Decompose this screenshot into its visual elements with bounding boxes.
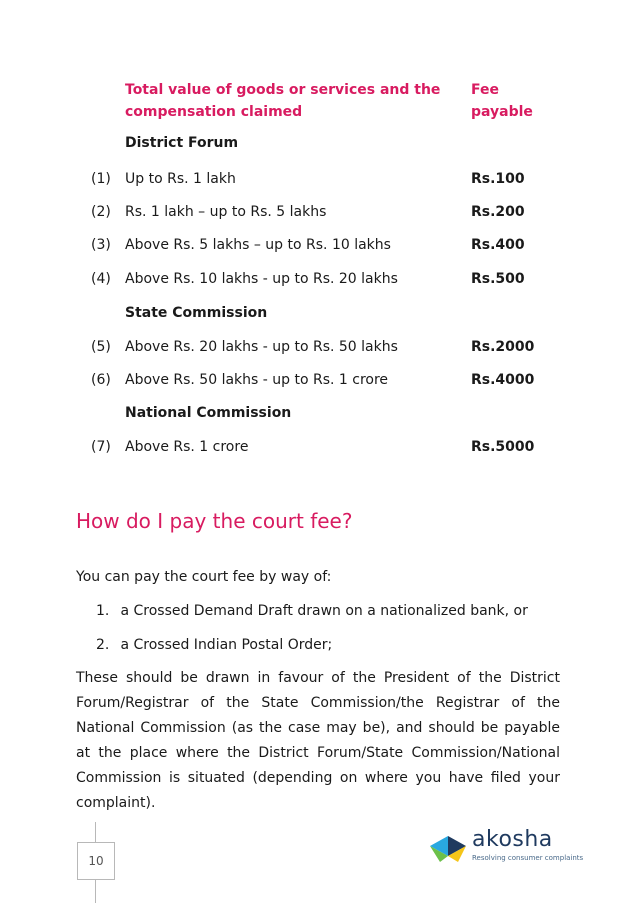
table-header-description: Total value of goods or services and the compensation claimed: [125, 82, 441, 120]
row-number: (5): [91, 339, 111, 355]
table-row: [0, 168, 638, 190]
row-fee: Rs.400: [471, 237, 525, 253]
row-description: Above Rs. 50 lakhs - up to Rs. 1 crore: [125, 372, 389, 388]
page-number: 10: [77, 842, 115, 880]
page-number-rule: [95, 879, 96, 903]
section-title-district-forum: District Forum: [125, 135, 239, 151]
list-item-number: 2.: [96, 637, 110, 653]
page-number-rule: [95, 822, 96, 842]
row-fee: Rs.2000: [471, 339, 535, 355]
table-row: [0, 201, 638, 223]
row-fee: Rs.500: [471, 271, 525, 287]
row-fee: Rs.5000: [471, 439, 535, 455]
row-description: Rs. 1 lakh – up to Rs. 5 lakhs: [125, 204, 327, 220]
list-item: [96, 634, 528, 656]
list-item-text: a Crossed Indian Postal Order;: [120, 637, 333, 653]
section-title-state-commission: State Commission: [125, 305, 268, 321]
akosha-logo-icon: [428, 830, 470, 866]
row-number: (3): [91, 237, 111, 253]
table-row: [0, 234, 638, 256]
row-description: Above Rs. 5 lakhs – up to Rs. 10 lakhs: [125, 237, 391, 253]
body-paragraph: These should be drawn in favour of the President of the District Forum/Registrar of the State Commission/the Registrar of the National Commission (as the case may be), and should be payable at the place where the District Forum/State Commission/National Commission is situated (depending on where you have filed your complaint).: [76, 670, 560, 811]
table-row: [0, 336, 638, 358]
list-item: [96, 600, 528, 622]
section-title-national-commission: National Commission: [125, 405, 292, 421]
list-item-number: 1.: [96, 603, 110, 619]
row-fee: Rs.4000: [471, 372, 535, 388]
list-item-text: a Crossed Demand Draft drawn on a nationalized bank, or: [120, 603, 528, 619]
table-header-fee: Fee payable: [471, 82, 533, 120]
akosha-logo: [428, 826, 584, 866]
row-number: (1): [91, 171, 111, 187]
row-fee: Rs.200: [471, 204, 525, 220]
row-description: Up to Rs. 1 lakh: [125, 171, 236, 187]
row-description: Above Rs. 20 lakhs - up to Rs. 50 lakhs: [125, 339, 398, 355]
row-number: (6): [91, 372, 111, 388]
row-number: (7): [91, 439, 111, 455]
table-row: [0, 268, 638, 290]
table-row: [0, 436, 638, 458]
logo-wordmark: akosha: [472, 827, 553, 852]
section-heading: How do I pay the court fee?: [76, 509, 353, 533]
row-fee: Rs.100: [471, 171, 525, 187]
row-description: Above Rs. 1 crore: [125, 439, 249, 455]
row-description: Above Rs. 10 lakhs - up to Rs. 20 lakhs: [125, 271, 398, 287]
row-number: (4): [91, 271, 111, 287]
payment-method-list: [96, 600, 528, 668]
table-row: [0, 369, 638, 391]
logo-tagline: Resolving consumer complaints: [472, 854, 584, 862]
row-number: (2): [91, 204, 111, 220]
intro-text: You can pay the court fee by way of:: [76, 569, 332, 585]
